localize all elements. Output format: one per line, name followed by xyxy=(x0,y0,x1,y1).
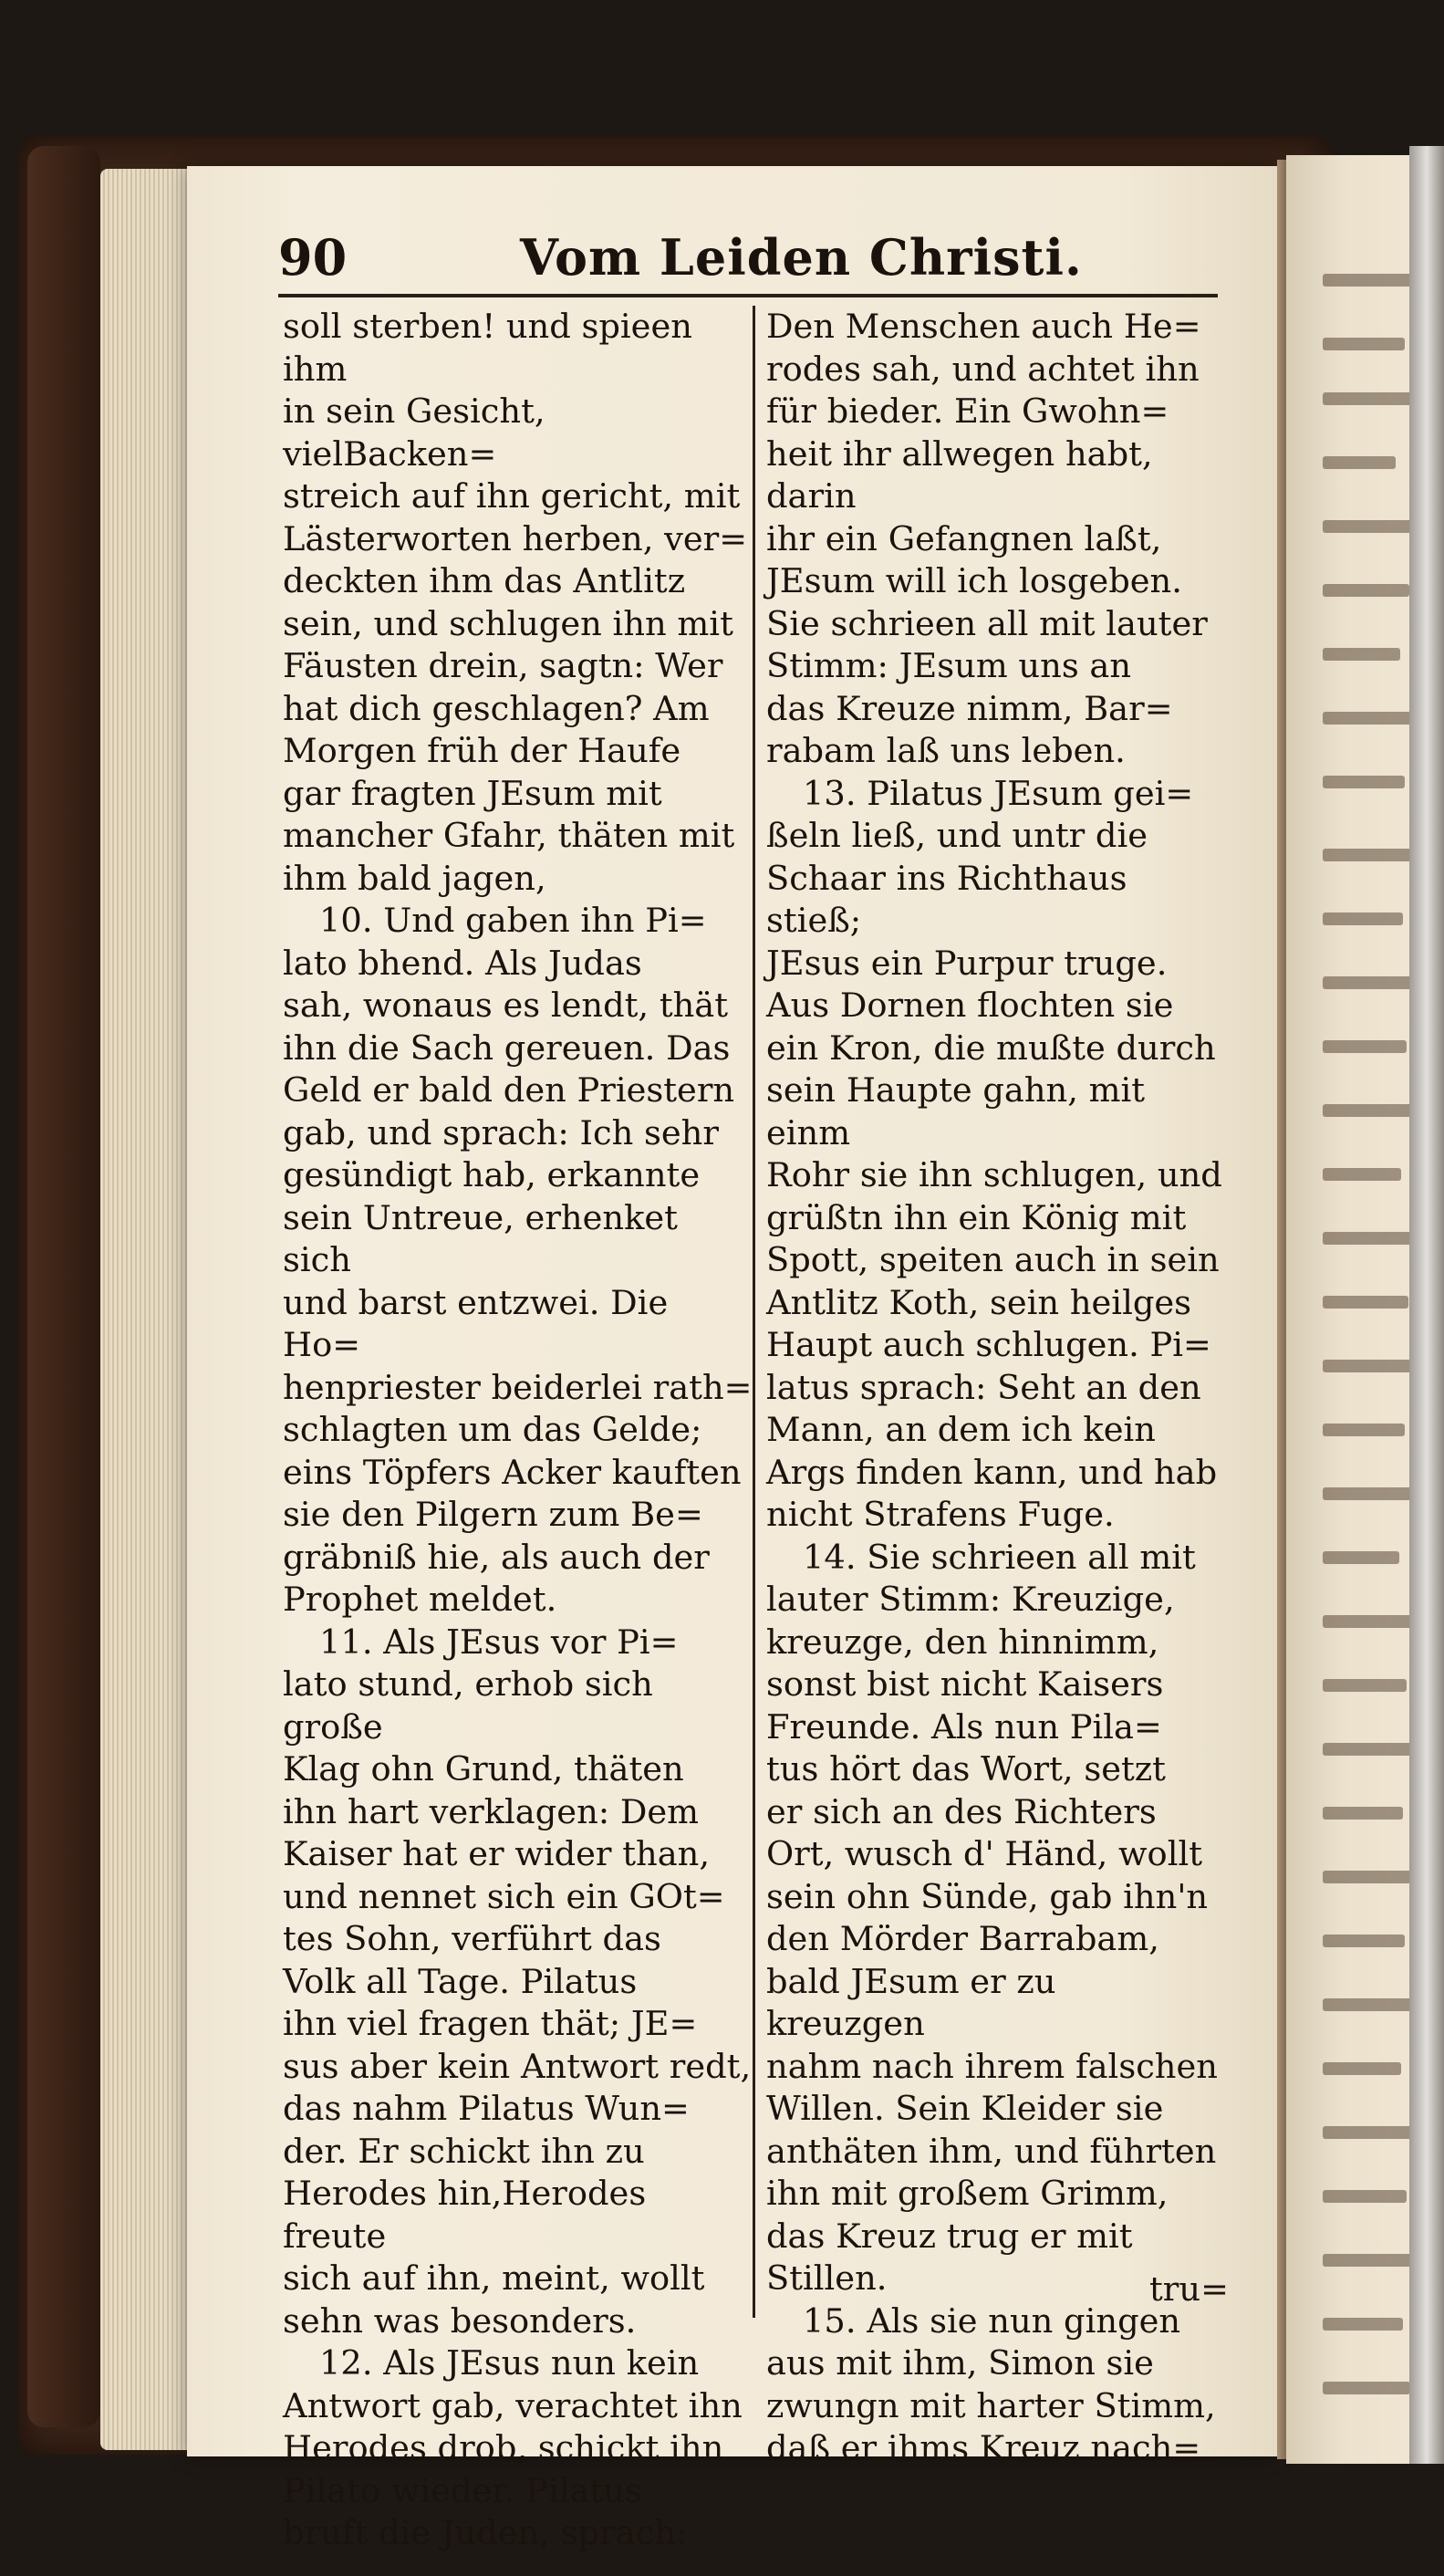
verse-paragraph: 15. Als sie nun gingen aus mit ihm, Simon sie zwungn mit harter Stimm, daß er ihms Kreuz nach= xyxy=(766,2300,1216,2467)
page-stack-edge xyxy=(100,169,196,2450)
outer-page-edge xyxy=(1409,146,1444,2464)
verse-paragraph: 14. Sie schrieen all mit lauter Stimm: Kreuzige, kreuzge, den hinnimm, sonst bist nicht Kaisers Freunde. Als nun Pila= tus hört das Wort, setzt er sich an des Richters Ort, wusch d' Händ, wollt sein ohn Sünde, gab ihn'n den Mörder Barrabam, bald JEsum er zu kreuzgen nahm nach ihrem falschen Willen. Sein Kleider sie anthäten ihm, und führten ihn mit großem Grimm, das Kreuz trug er mit Stillen. xyxy=(766,1537,1218,2298)
header-rule xyxy=(278,294,1218,297)
column-divider xyxy=(753,306,755,2318)
text-column-right xyxy=(766,306,1222,2470)
verse-paragraph: Den Menschen auch He= rodes sah, und achtet ihn für bieder. Ein Gwohn= heit ihr allwegen habt, darin ihr ein Gefangnen laßt, JEsum will ich losgeben. Sie schrieen all mit lauter Stimm: JEsum uns an das Kreuze nimm, Bar= rabam laß uns leben. xyxy=(766,307,1208,770)
verse-paragraph: 13. Pilatus JEsum gei= ßeln ließ, und untr die Schaar ins Richthaus stieß; JEsus ein Purpur truge. Aus Dornen flochten sie ein Kron, die mußte durch sein Haupte gahn, mit einm Rohr sie ihn schlugen, und grüßtn ihn ein König mit Spott, speiten auch in sein Antlitz Koth, sein heilges Haupt auch schlugen. Pi= latus sprach: Seht an den Mann, an dem ich kein Args finden kann, und hab nicht Strafens Fuge. xyxy=(766,773,1222,1534)
verse-paragraph: 10. Und gaben ihn Pi= lato bhend. Als Judas sah, wonaus es lendt, thät ihn die Sach gereuen. Das Geld er bald den Priestern gab, und sprach: Ich sehr gesündigt hab, erkannte sein Untreue, erhenket sich und barst entzwei. Die Ho= henpriester beiderlei rath= schlagten um das Gelde; eins Töpfers Acker kauften sie den Pilgern zum Be= gräbniß hie, als auch der Prophet meldet. xyxy=(283,901,753,1619)
cover-spine-edge xyxy=(27,146,100,2427)
verse-paragraph: 12. Als JEsus nun kein Antwort gab, verachtet ihn Herodes drob, schickt ihn Pilato wieder. Pilatus bruft die Juden, sprach: xyxy=(283,2343,743,2552)
page-number: 90 xyxy=(278,228,348,287)
verse-paragraph: soll sterben! und spieen ihm in sein Gesicht, vielBacken= streich auf ihn gericht, mit Lästerworten herben, ver= deckten ihm das Antlitz sein, und schlugen ihn mit Fäusten drein, sagtn: Wer hat dich geschlagen? Am Morgen früh der Haufe gar fragten JEsum mit mancher Gfahr, thäten mit ihm bald jagen, xyxy=(283,307,748,898)
facing-page-edge xyxy=(1286,155,1423,2464)
text-column-left xyxy=(283,306,753,2555)
page-header xyxy=(278,228,1218,292)
verse-paragraph: 11. Als JEsus vor Pi= lato stund, erhob sich große Klag ohn Grund, thäten ihn hart verklagen: Dem Kaiser hat er wider than, und nennet sich ein GOt= tes Sohn, verführt das Volk all Tage. Pilatus ihn viel fragen thät; JE= sus aber kein Antwort redt, das nahm Pilatus Wun= der. Er schickt ihn zu Herodes hin,Herodes freute sich auf ihn, meint, wollt sehn was besonders. xyxy=(283,1622,752,2341)
catchword: tru= xyxy=(1149,2269,1229,2309)
running-title: Vom Leiden Christi. xyxy=(520,228,1083,287)
